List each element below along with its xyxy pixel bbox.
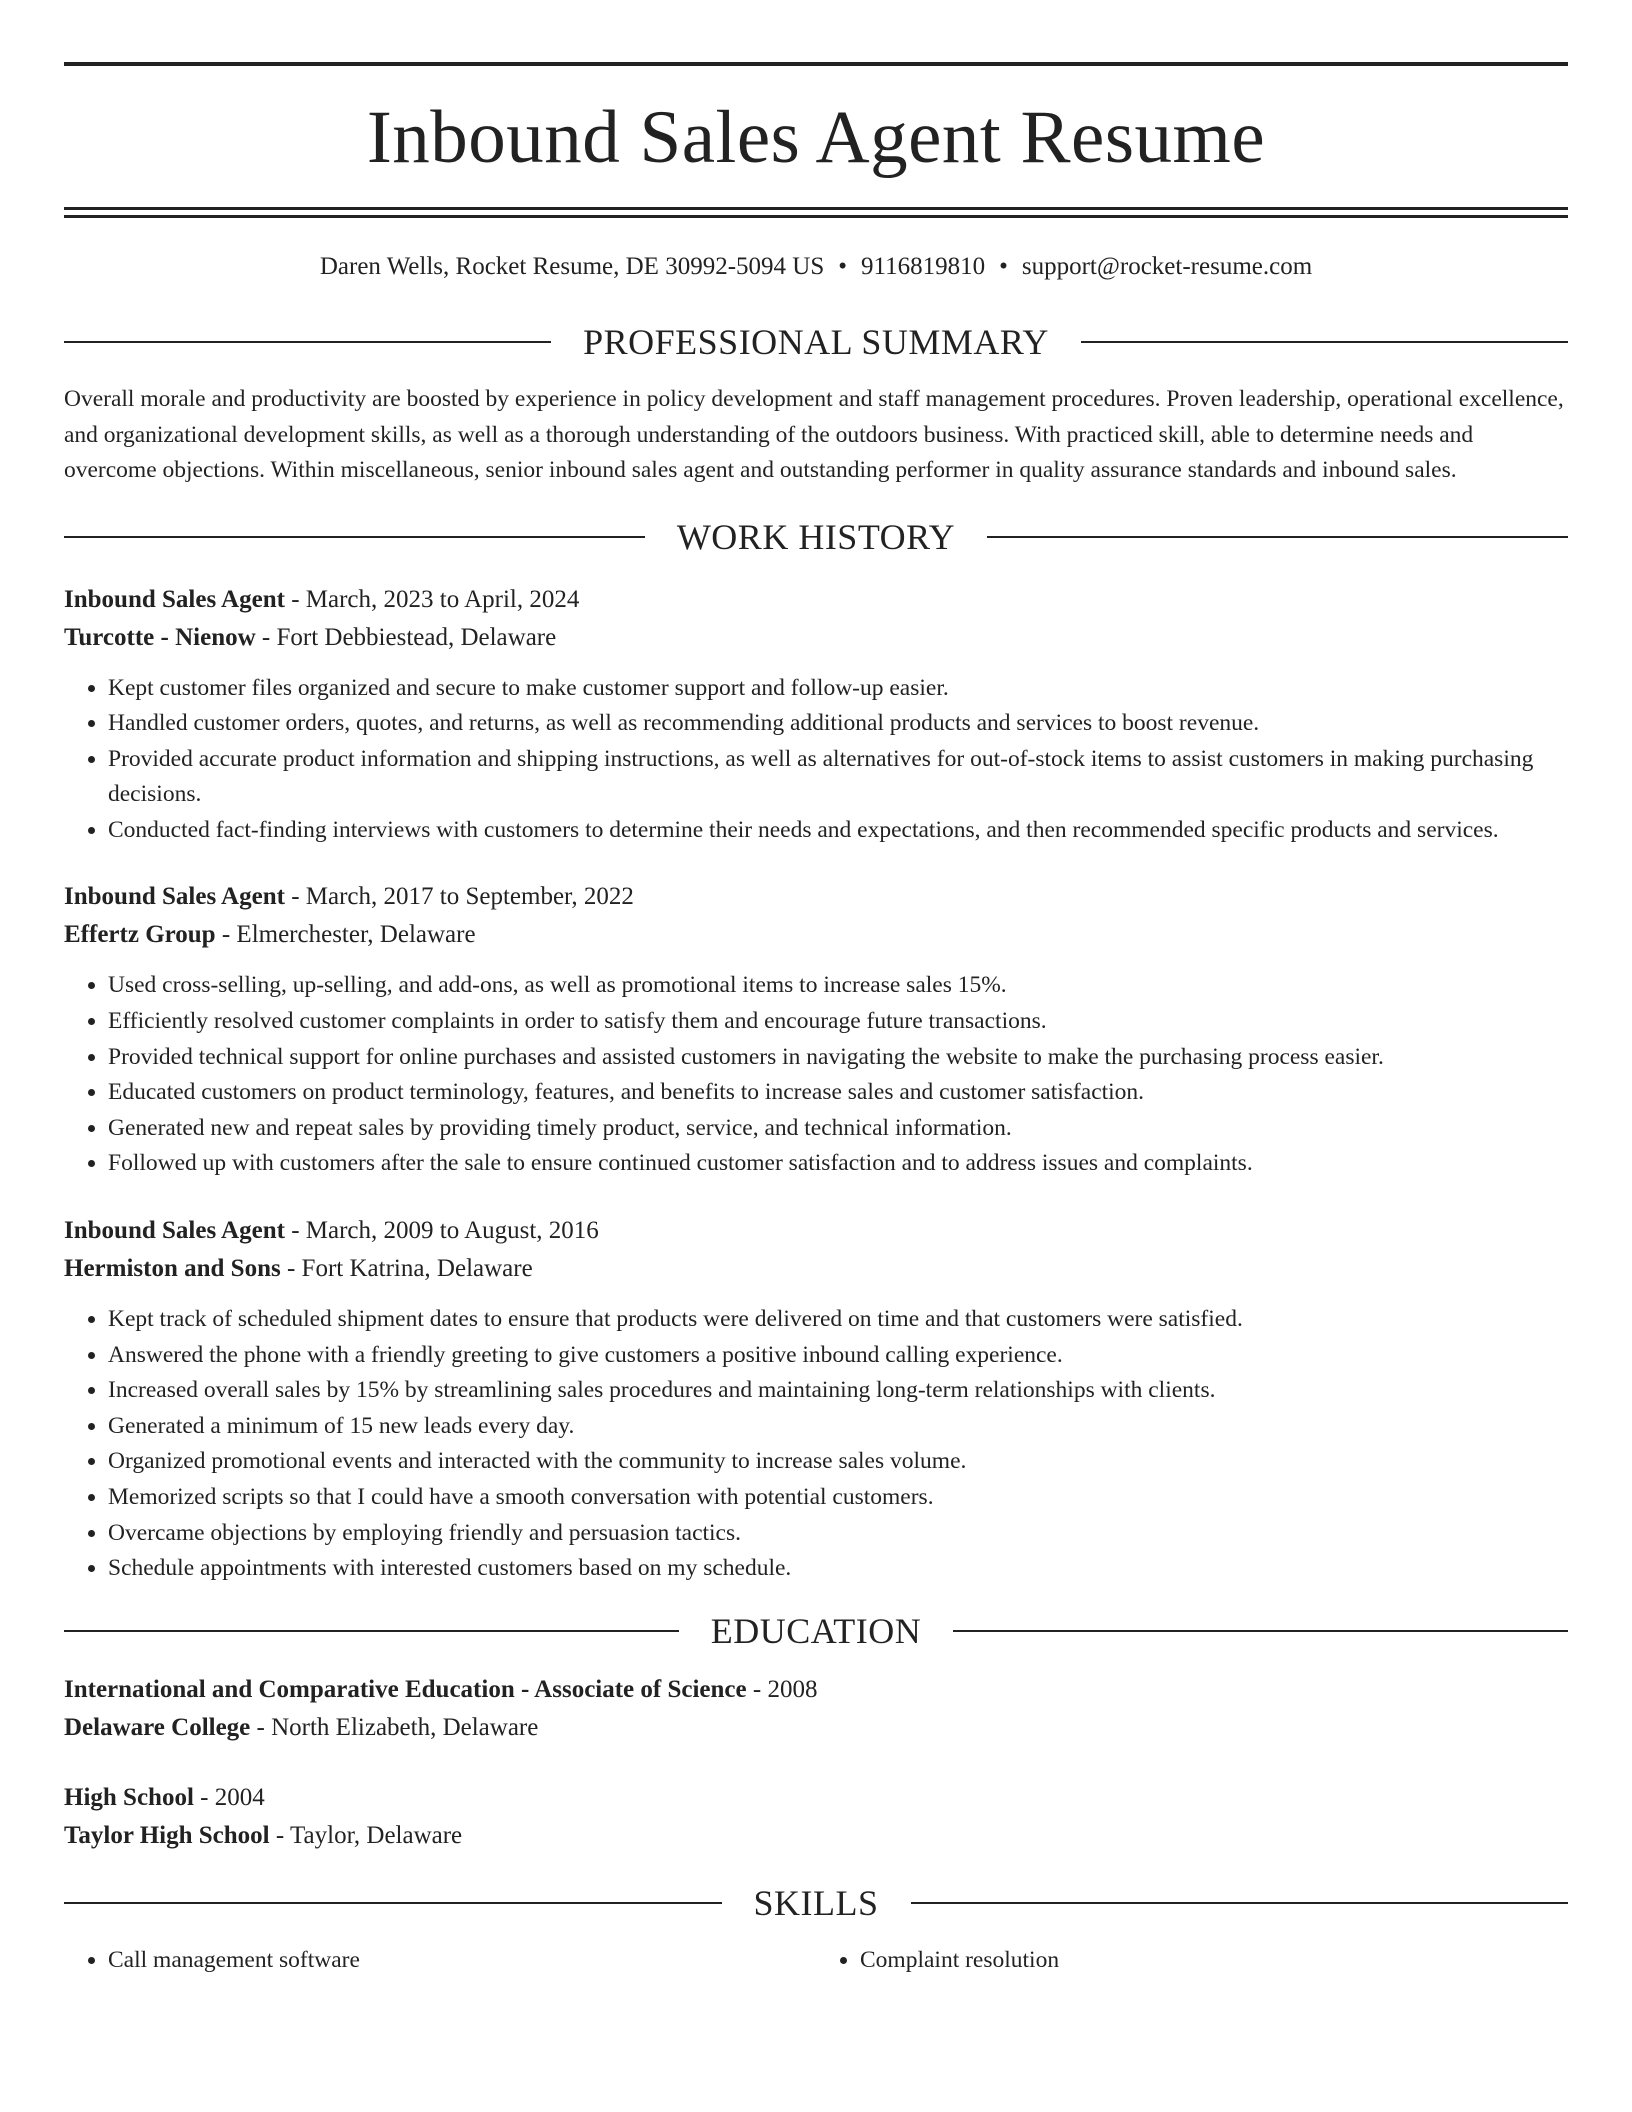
heading-rule	[64, 1902, 722, 1904]
education-degree-line	[64, 1779, 1568, 1817]
job-entry	[64, 1212, 1568, 1587]
education-school-line	[64, 1709, 1568, 1747]
skills-list	[64, 1943, 1568, 1979]
contact-phone: 9116819810	[861, 253, 986, 280]
job-title: Inbound Sales Agent	[64, 585, 285, 613]
job-company: Effertz Group	[64, 921, 216, 949]
heading-rule	[911, 1902, 1569, 1904]
heading-rule	[64, 1630, 679, 1632]
education-location: - North Elizabeth, Delaware	[250, 1713, 539, 1741]
job-company-line	[64, 1250, 1568, 1288]
contact-separator: •	[999, 253, 1008, 280]
job-bullet: • Educated customers on product terminology, features, and benefits to increase sales and customer satisfaction.	[108, 1075, 1568, 1111]
job-bullet: • Generated a minimum of 15 new leads every day.	[108, 1409, 1568, 1445]
job-title: Inbound Sales Agent	[64, 1217, 285, 1245]
education-entry	[64, 1779, 1568, 1855]
job-bullet: • Schedule appointments with interested customers based on my schedule.	[108, 1551, 1568, 1587]
job-title-line	[64, 878, 1568, 916]
job-dates: - March, 2023 to April, 2024	[284, 585, 580, 613]
job-title: Inbound Sales Agent	[64, 883, 285, 911]
page-title: Inbound Sales Agent Resume	[366, 96, 1266, 179]
job-company: Hermiston and Sons	[64, 1255, 281, 1283]
job-company: Turcotte - Nienow	[64, 623, 256, 651]
job-entry	[64, 581, 1568, 849]
title-double-rule	[64, 207, 1568, 218]
job-bullets	[64, 968, 1568, 1182]
skills-heading: SKILLS	[753, 1882, 879, 1923]
job-bullet: • Conducted fact-finding interviews with customers to determine their needs and expectations, and then recommended specific products and services.	[108, 813, 1568, 849]
education-location: - Taylor, Delaware	[269, 1821, 463, 1849]
education-school: Taylor High School	[64, 1821, 270, 1849]
education-year: - 2004	[193, 1783, 265, 1811]
job-bullet: • Overcame objections by employing friendly and persuasion tactics.	[108, 1516, 1568, 1552]
heading-rule	[1081, 341, 1568, 343]
job-bullet: • Provided technical support for online purchases and assisted customers in navigating the website to make the purchasing process easier.	[108, 1040, 1568, 1076]
job-bullets	[64, 1302, 1568, 1587]
job-dates: - March, 2017 to September, 2022	[284, 883, 634, 911]
job-company-line	[64, 619, 1568, 657]
job-dates: - March, 2009 to August, 2016	[284, 1217, 599, 1245]
job-bullet: • Handled customer orders, quotes, and returns, as well as recommending additional products and services to boost revenue.	[108, 706, 1568, 742]
skills-column-left	[64, 1943, 816, 1979]
job-bullet: • Kept track of scheduled shipment dates to ensure that products were delivered on time and that customers were satisfied.	[108, 1302, 1568, 1338]
summary-text: Overall morale and productivity are boosted by experience in policy development and staff management procedures. Proven leadership, operational excellence, and organizational development skills, as well as a thorough understanding of the outdoors business. With practiced skill, able to determine needs and overcome objections. Within miscellaneous, senior inbound sales agent and outstanding performer in quality assurance standards and inbound sales.	[64, 386, 1564, 483]
education-entry	[64, 1671, 1568, 1747]
work-heading: WORK HISTORY	[676, 516, 956, 557]
education-year: - 2008	[746, 1675, 818, 1703]
contact-email: support@rocket-resume.com	[1021, 253, 1313, 280]
job-bullet: • Answered the phone with a friendly greeting to give customers a positive inbound calling experience.	[108, 1338, 1568, 1374]
contact-line	[64, 252, 1568, 282]
heading-rule	[953, 1630, 1568, 1632]
skills-column-right	[816, 1943, 1568, 1979]
skill-item: • Complaint resolution	[860, 1943, 1568, 1979]
job-bullets	[64, 671, 1568, 849]
education-degree: High School	[64, 1783, 194, 1811]
job-bullet: • Efficiently resolved customer complaints in order to satisfy them and encourage future transactions.	[108, 1004, 1568, 1040]
job-bullet: • Used cross-selling, up-selling, and add-ons, as well as promotional items to increase sales 15%.	[108, 968, 1568, 1004]
skill-item: • Call management software	[108, 1943, 816, 1979]
education-school: Delaware College	[64, 1713, 251, 1741]
job-bullet: • Followed up with customers after the sale to ensure continued customer satisfaction and to address issues and complaints.	[108, 1146, 1568, 1182]
job-bullet: • Increased overall sales by 15% by streamlining sales procedures and maintaining long-term relationships with clients.	[108, 1373, 1568, 1409]
job-bullet: • Memorized scripts so that I could have a smooth conversation with potential customers.	[108, 1480, 1568, 1516]
job-bullet: • Kept customer files organized and secure to make customer support and follow-up easier.	[108, 671, 1568, 707]
job-bullet: • Generated new and repeat sales by providing timely product, service, and technical information.	[108, 1111, 1568, 1147]
heading-rule	[64, 341, 551, 343]
contact-separator: •	[838, 253, 848, 280]
education-section-heading	[64, 1610, 1568, 1651]
education-school-line	[64, 1817, 1568, 1855]
education-heading: EDUCATION	[710, 1610, 922, 1651]
job-location: - Fort Debbiestead, Delaware	[255, 623, 557, 651]
heading-rule	[987, 536, 1568, 538]
education-degree: International and Comparative Education - Associate of Science	[64, 1675, 747, 1703]
heading-rule	[64, 536, 645, 538]
job-location: - Elmerchester, Delaware	[215, 921, 476, 949]
job-company-line	[64, 916, 1568, 954]
job-title-line	[64, 1212, 1568, 1250]
contact-address: Daren Wells, Rocket Resume, DE 30992-5094 US	[319, 253, 825, 280]
job-entry	[64, 878, 1568, 1182]
summary-heading: PROFESSIONAL SUMMARY	[583, 322, 1049, 362]
work-section-heading	[64, 516, 1568, 557]
summary-section-heading	[64, 324, 1568, 360]
job-bullet: • Provided accurate product information and shipping instructions, as well as alternatives for out-of-stock items to assist customers in making purchasing decisions.	[108, 742, 1568, 813]
job-bullet: • Organized promotional events and interacted with the community to increase sales volume.	[108, 1444, 1568, 1480]
job-location: - Fort Katrina, Delaware	[280, 1255, 533, 1283]
job-title-line	[64, 581, 1568, 619]
skills-section-heading	[64, 1882, 1568, 1923]
top-rule	[64, 62, 1568, 66]
education-degree-line	[64, 1671, 1568, 1709]
